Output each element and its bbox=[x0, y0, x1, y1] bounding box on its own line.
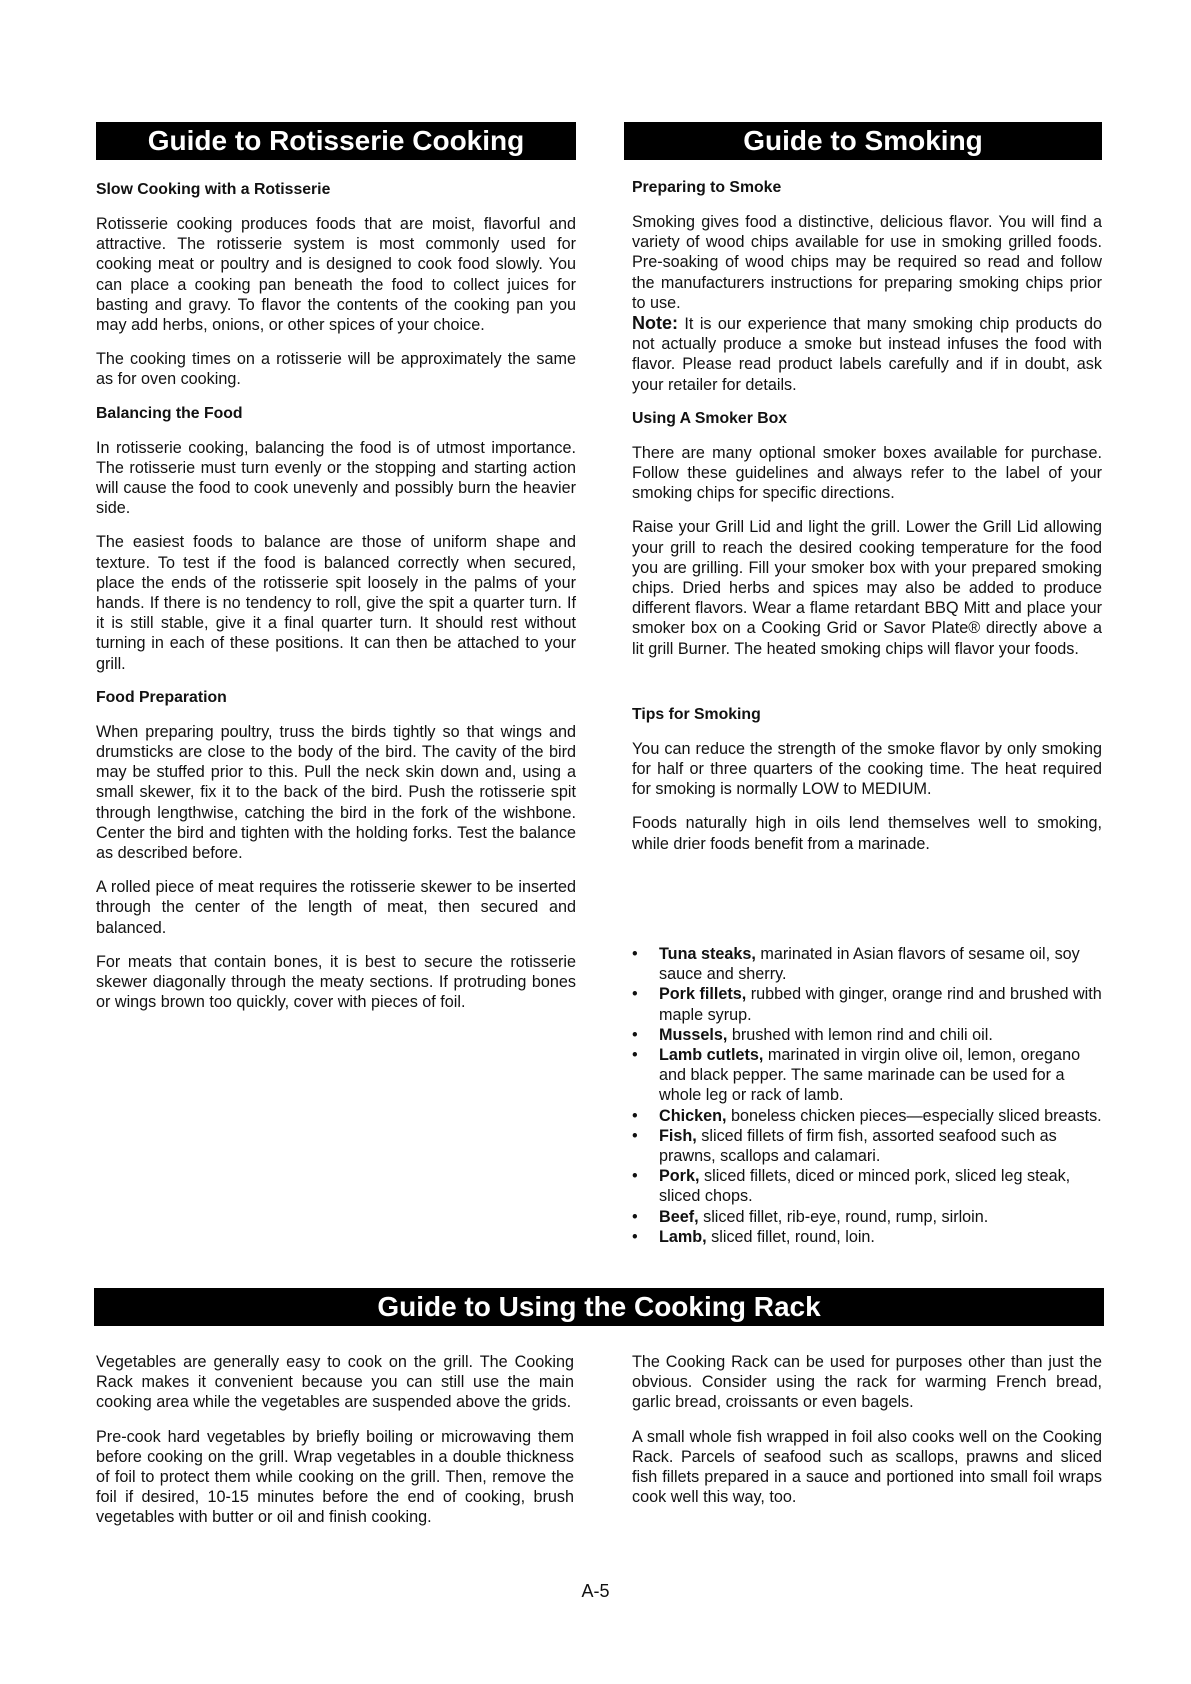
rack-right-column bbox=[632, 1352, 1102, 1521]
tip-name: Tuna steaks, bbox=[659, 945, 756, 963]
paragraph: A small whole fish wrapped in foil also cooks well on the Cooking Rack. Parcels of seafood such as scallops, prawns and sliced fish fillets prepared in a sauce and portioned into small foil wraps cook well this way, too. bbox=[632, 1427, 1102, 1507]
list-item bbox=[632, 1126, 1102, 1166]
smoking-title: Guide to Smoking bbox=[624, 122, 1102, 160]
paragraph: Smoking gives food a distinctive, delicious flavor. You will find a variety of wood chips available for use in smoking grilled foods. Pre-soaking of wood chips may be required so read and follow the manufacturers instructions for preparing smoking chips prior to use. bbox=[632, 213, 1102, 312]
rotisserie-title: Guide to Rotisserie Cooking bbox=[96, 122, 576, 160]
cooking-rack-title: Guide to Using the Cooking Rack bbox=[94, 1288, 1104, 1326]
heading-balancing: Balancing the Food bbox=[96, 404, 243, 422]
tip-text: sliced fillet, round, loin. bbox=[711, 1227, 875, 1246]
paragraph: Pre-cook hard vegetables by briefly boiling or microwaving them before cooking on the grill. Wrap vegetables in a double thickness of foil to protect them while cooking on the grill. Then, remove the foil if desired, 10-15 minutes before the end of cooking, brush vegetables with butter or oil and finish cooking. bbox=[96, 1427, 574, 1527]
paragraph: For meats that contain bones, it is best to secure the rotisserie skewer diagonally through the meaty sections. If protruding bones or wings brown too quickly, cover with pieces of foil. bbox=[96, 952, 576, 1012]
list-item bbox=[632, 1106, 1102, 1126]
list-item bbox=[632, 1227, 1102, 1247]
paragraph: In rotisserie cooking, balancing the food is of utmost importance. The rotisserie must turn evenly or the stopping and starting action will cause the food to cook unevenly and possibly burn the heavier side. bbox=[96, 438, 576, 518]
bullet-icon: • bbox=[632, 1167, 638, 1186]
rack-left-column bbox=[96, 1352, 574, 1542]
paragraph: When preparing poultry, truss the birds tightly so that wings and drumsticks are close to the body of the bird. The cavity of the bird may be stuffed prior to this. Pull the neck skin down and, using a small skewer, fix it to the back of the bird. Push the rotisserie spit through lengthwise, catching the bird in the fork of the wishbone. Center the bird and tighten with the holding forks. Test the balance as described before. bbox=[96, 722, 576, 863]
bullet-icon: • bbox=[632, 985, 638, 1004]
tip-name: Pork fillets, bbox=[659, 985, 747, 1004]
smoking-tips bbox=[632, 944, 1102, 1247]
note bbox=[632, 313, 1102, 395]
list-item bbox=[632, 1166, 1102, 1206]
bullet-icon: • bbox=[632, 1025, 638, 1044]
smoking-column bbox=[632, 178, 1102, 868]
note-label: Note: bbox=[632, 313, 678, 334]
rotisserie-column bbox=[96, 180, 576, 1027]
tip-name: Pork, bbox=[659, 1167, 700, 1186]
tip-name: Fish, bbox=[659, 1126, 697, 1145]
paragraph: The Cooking Rack can be used for purposes other than just the obvious. Consider using the rack for warming French bread, garlic bread, croissants or even bagels. bbox=[632, 1353, 1102, 1412]
paragraph: The cooking times on a rotisserie will be approximately the same as for oven cooking. bbox=[96, 350, 576, 389]
tip-name: Lamb cutlets, bbox=[659, 1046, 764, 1065]
tip-name: Beef, bbox=[659, 1207, 699, 1226]
bullet-icon: • bbox=[632, 1207, 638, 1226]
paragraph: You can reduce the strength of the smoke flavor by only smoking for half or three quarters of the cooking time. The heat required for smoking is normally LOW to MEDIUM. bbox=[632, 739, 1102, 799]
list-item bbox=[632, 1045, 1102, 1106]
heading-slow-cooking: Slow Cooking with a Rotisserie bbox=[96, 181, 331, 198]
bullet-icon: • bbox=[632, 1227, 638, 1246]
paragraph: Foods naturally high in oils lend themselves well to smoking, while drier foods benefit from a marinade. bbox=[632, 814, 1102, 853]
paragraph: Rotisserie cooking produces foods that are moist, flavorful and attractive. The rotisserie system is most commonly used for cooking meat or poultry and is designed to cook food slowly. You can place a cooking pan beneath the food to collect juices for basting and gravy. To flavor the contents of the cooking pan you may add herbs, onions, or other spices of your choice. bbox=[96, 215, 576, 335]
list-item bbox=[632, 984, 1102, 1024]
bullet-icon: • bbox=[632, 1106, 638, 1125]
heading-preparing-to-smoke: Preparing to Smoke bbox=[632, 179, 782, 196]
tip-text: sliced fillets, diced or minced pork, sliced leg steak, sliced chops. bbox=[659, 1167, 1071, 1206]
page-number: A-5 bbox=[581, 1581, 610, 1601]
heading-food-preparation: Food Preparation bbox=[96, 688, 227, 706]
heading-tips-for-smoking: Tips for Smoking bbox=[632, 705, 761, 723]
note-text: It is our experience that many smoking chip products do not actually produce a smoke but instead infuses the food with flavor. Please read product labels carefully and if in doubt, ask your retailer for details. bbox=[632, 315, 1103, 394]
tip-name: Chicken, bbox=[659, 1106, 727, 1125]
tip-name: Lamb, bbox=[659, 1227, 707, 1246]
tip-text: sliced fillets of firm fish, assorted seafood such as prawns, scallops and calamari. bbox=[659, 1126, 1057, 1166]
paragraph: Raise your Grill Lid and light the grill. Lower the Grill Lid allowing your grill to reach the desired cooking temperature for the food you are grilling. Fill your smoker box with your prepared smoking chips. Dried herbs and spices may also be added to produce different flavors. Wear a flame retardant BBQ Mitt and place your smoker box on a Cooking Grid or Savor Plate® directly above a lit grill Burner. The heated smoking chips will flavor your foods. bbox=[632, 518, 1102, 658]
tips-list bbox=[632, 944, 1102, 1247]
list-item bbox=[632, 1025, 1102, 1045]
paragraph: A rolled piece of meat requires the rotisserie skewer to be inserted through the center of the length of meat, then secured and balanced. bbox=[96, 878, 576, 937]
list-item bbox=[632, 944, 1102, 984]
tip-text: marinated in Asian flavors of sesame oil, soy sauce and sherry. bbox=[659, 945, 1080, 984]
tip-text: sliced fillet, rib-eye, round, rump, sirloin. bbox=[703, 1207, 989, 1226]
tip-text: marinated in virgin olive oil, lemon, oregano and black pepper. The same marinade can be used for a whole leg or rack of lamb. bbox=[659, 1046, 1081, 1105]
tip-text: boneless chicken pieces—especially sliced breasts. bbox=[730, 1106, 1102, 1125]
tip-name: Mussels, bbox=[659, 1025, 728, 1044]
tip-text: rubbed with ginger, orange rind and brushed with maple syrup. bbox=[659, 985, 1102, 1024]
bullet-icon: • bbox=[632, 1126, 638, 1145]
tip-text: brushed with lemon rind and chili oil. bbox=[731, 1025, 993, 1044]
paragraph: There are many optional smoker boxes available for purchase. Follow these guidelines and always refer to the label of your smoking chips for specific directions. bbox=[632, 443, 1102, 503]
list-item bbox=[632, 1207, 1102, 1227]
bullet-icon: • bbox=[632, 1046, 638, 1065]
bullet-icon: • bbox=[632, 945, 638, 963]
paragraph: Vegetables are generally easy to cook on the grill. The Cooking Rack makes it convenient because you can still use the main cooking area while the vegetables are suspended above the grids. bbox=[96, 1353, 574, 1412]
heading-smoker-box: Using A Smoker Box bbox=[632, 409, 788, 427]
paragraph: The easiest foods to balance are those of uniform shape and texture. To test if the food is balanced correctly when secured, place the ends of the rotisserie spit loosely in the palms of your hands. If there is no tendency to roll, give the spit a quarter turn. If it is still stable, give it a final quarter turn. It should rest without turning in each of these positions. It can then be attached to your grill. bbox=[96, 533, 576, 673]
